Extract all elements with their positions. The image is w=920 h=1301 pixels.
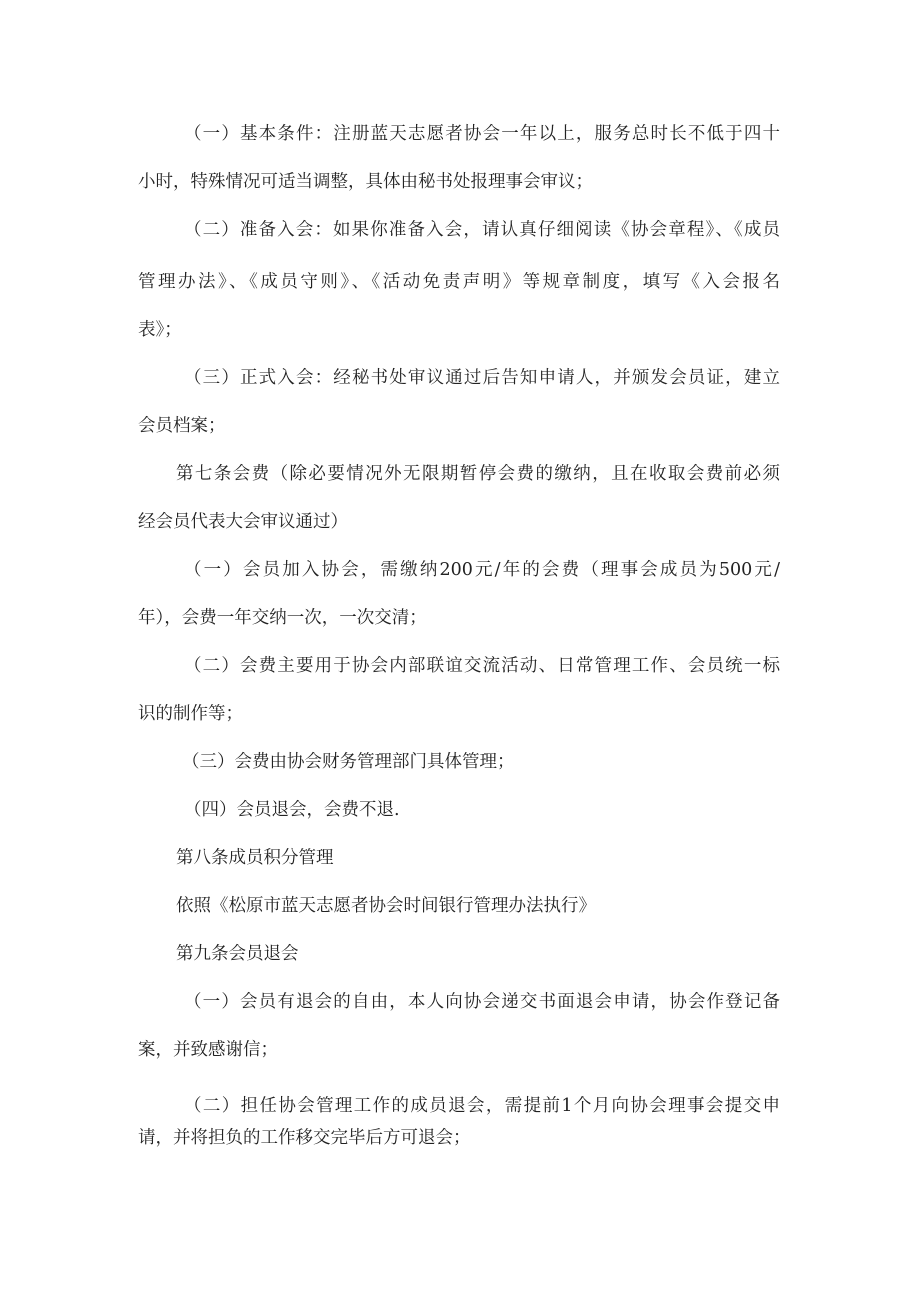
article-heading-line: 第九条会员退会	[176, 944, 299, 964]
paragraph-line: 表》；	[138, 320, 182, 340]
paragraph-line: （一）会员有退会的自由，本人向协会递交书面退会申请，协会作登记备	[184, 992, 780, 1012]
paragraph-line: （二）准备入会：如果你准备入会，请认真仔细阅读《协会章程》、《成员	[184, 220, 780, 240]
article-heading-line: 第八条成员积分管理	[176, 848, 334, 868]
paragraph-line: （三）正式入会：经秘书处审议通过后告知申请人，并颁发会员证，建立	[184, 368, 780, 388]
paragraph-line: （二）会费主要用于协会内部联谊交流活动、日常管理工作、会员统一标	[184, 656, 780, 676]
paragraph-line: 管理办法》、《成员守则》、《活动免责声明》等规章制度，填写《入会报名	[138, 272, 780, 292]
paragraph-line: （四）会员退会，会费不退.	[184, 800, 400, 820]
paragraph-line: （三）会费由协会财务管理部门具体管理；	[182, 752, 515, 772]
paragraph-line: 依照《松原市蓝天志愿者协会时间银行管理办法执行》	[176, 896, 596, 916]
paragraph-line: 案，并致感谢信；	[138, 1040, 278, 1060]
paragraph-line: 年），会费一年交纳一次，一次交清；	[138, 608, 427, 628]
paragraph-line: 经会员代表大会审议通过）	[138, 512, 348, 532]
article-heading-line: 第七条会费（除必要情况外无限期暂停会费的缴纳，且在收取会费前必须	[176, 464, 780, 484]
paragraph-line: （二）担任协会管理工作的成员退会，需提前1个月向协会理事会提交申	[184, 1096, 780, 1116]
paragraph-line: 会员档案；	[138, 416, 226, 436]
paragraph-line: 识的制作等；	[138, 704, 243, 724]
paragraph-line: （一）会员加入协会，需缴纳200元/年的会费（理事会成员为500元/	[184, 560, 780, 580]
paragraph-line: 请，并将担负的工作移交完毕后方可退会；	[138, 1128, 471, 1148]
paragraph-line: （一）基本条件：注册蓝天志愿者协会一年以上，服务总时长不低于四十	[184, 124, 780, 144]
paragraph-line: 小时，特殊情况可适当调整，具体由秘书处报理事会审议；	[138, 172, 593, 192]
